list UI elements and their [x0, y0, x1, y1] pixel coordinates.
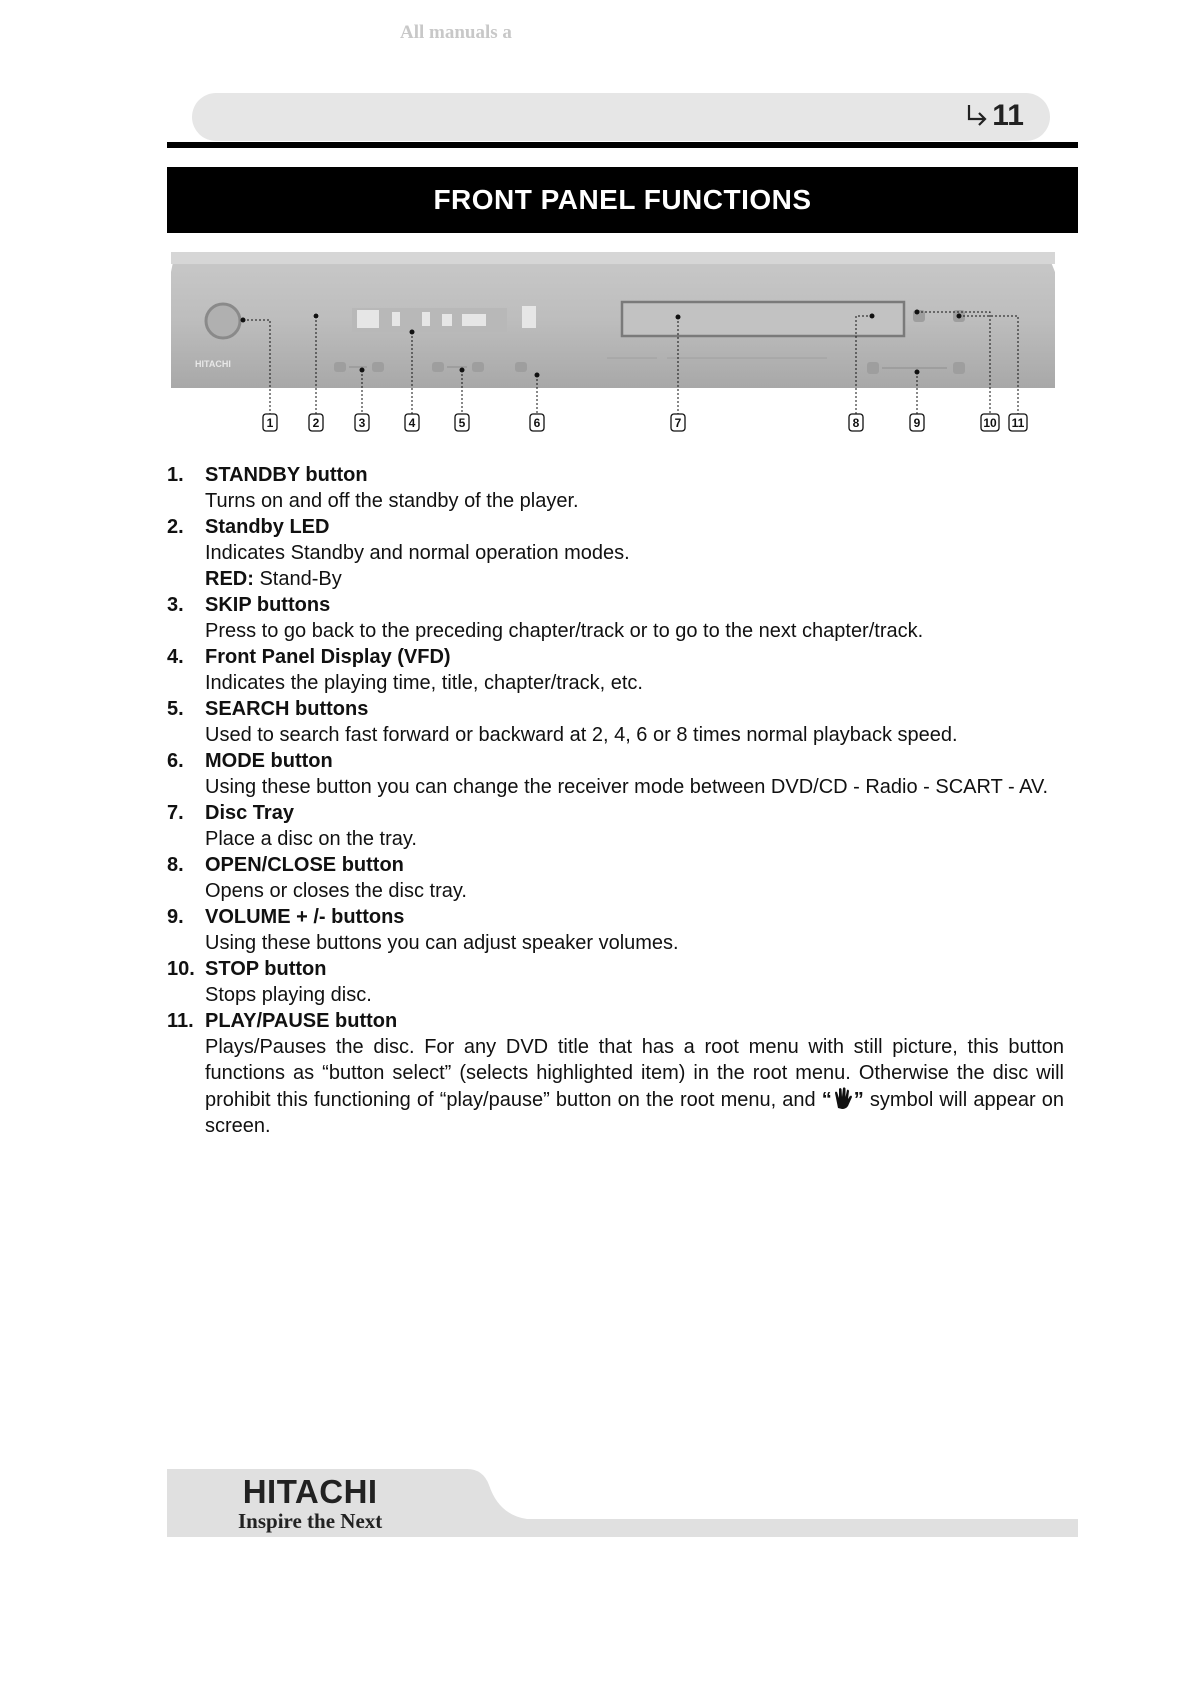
item-number: 10.	[167, 958, 195, 980]
page-header-bar	[192, 93, 1050, 141]
item-description: Using these buttons you can adjust speaker volumes.	[205, 932, 679, 954]
item-title: SEARCH buttons	[205, 698, 369, 720]
callout-label: 3	[358, 416, 366, 430]
item-title: STANDBY button	[205, 464, 368, 486]
callout-11	[1009, 414, 1027, 431]
function-list	[167, 462, 1078, 1139]
list-item	[167, 956, 1078, 1008]
item-number: 7.	[167, 802, 184, 824]
front-panel-figure	[167, 250, 1078, 450]
callout-4	[405, 414, 419, 431]
list-item	[167, 644, 1078, 696]
callout-6	[530, 414, 544, 431]
callout-label: 10	[983, 416, 997, 430]
item-description: Stops playing disc.	[205, 984, 372, 1006]
callout-label: 5	[458, 416, 466, 430]
item-title: VOLUME + /- buttons	[205, 906, 405, 928]
list-item	[167, 800, 1078, 852]
callout-2	[309, 414, 323, 431]
list-item	[167, 748, 1078, 800]
callout-8	[849, 414, 863, 431]
item-description: Indicates Standby and normal operation modes.	[205, 542, 630, 564]
brand-logo	[238, 1473, 382, 1534]
item-description	[205, 1034, 1078, 1139]
description-part-b: symbol will appear on screen.	[205, 1089, 1064, 1137]
description-part-a: Plays/Pauses the disc. For any DVD title that has a root menu with still picture, this button functions as “button select” (selects highlighted item) in the root menu. Otherwise the disc will prohibit this functioning of “play/pause” button on the root menu, and	[205, 1036, 1064, 1111]
callout-9	[910, 414, 924, 431]
item-title: OPEN/CLOSE button	[205, 854, 404, 876]
item-description: Opens or closes the disc tray.	[205, 880, 467, 902]
item-description: Using these button you can change the receiver mode between DVD/CD - Radio - SCART - AV.	[205, 776, 1049, 798]
page-number	[964, 99, 1024, 133]
callout-label: 7	[674, 416, 682, 430]
callout-5	[455, 414, 469, 431]
list-item	[167, 514, 1078, 592]
list-item	[167, 904, 1078, 956]
list-item	[167, 1008, 1078, 1139]
hand-icon	[832, 1086, 854, 1110]
led-color-note	[205, 566, 1078, 592]
section-title: FRONT PANEL FUNCTIONS	[167, 167, 1078, 233]
quote-open: “	[821, 1089, 832, 1111]
item-number: 8.	[167, 854, 184, 876]
led-color-label: RED:	[205, 568, 254, 590]
callout-label: 1	[266, 416, 274, 430]
item-description: Press to go back to the preceding chapter/track or to go to the next chapter/track.	[205, 620, 924, 642]
item-description: Indicates the playing time, title, chapter/track, etc.	[205, 672, 643, 694]
item-description: Used to search fast forward or backward at 2, 4, 6 or 8 times normal playback speed.	[205, 724, 958, 746]
callout-1	[263, 414, 277, 431]
quote-close: ”	[853, 1089, 864, 1111]
item-title: PLAY/PAUSE button	[205, 1010, 398, 1032]
callout-label: 6	[533, 416, 541, 430]
device-brand: HITACHI	[195, 359, 231, 369]
callout-label: 8	[852, 416, 860, 430]
item-number: 11.	[167, 1010, 194, 1032]
callout-label: 4	[408, 416, 416, 430]
page-number-text: 11	[992, 99, 1024, 132]
callout-10	[981, 414, 999, 431]
led-color-text: Stand-By	[253, 568, 342, 590]
item-title: SKIP buttons	[205, 594, 331, 616]
callout-7	[671, 414, 685, 431]
item-number: 2.	[167, 516, 184, 538]
callout-label: 11	[1011, 416, 1025, 430]
item-number: 3.	[167, 594, 184, 616]
header-rule	[167, 142, 1078, 148]
callout-3	[355, 414, 369, 431]
item-number: 6.	[167, 750, 184, 772]
item-title: Disc Tray	[205, 802, 294, 824]
item-number: 1.	[167, 464, 184, 486]
watermark: All manuals a	[400, 22, 512, 43]
list-item	[167, 696, 1078, 748]
item-description: Turns on and off the standby of the player.	[205, 490, 579, 512]
front-panel-illustration	[167, 250, 1078, 450]
item-description: Place a disc on the tray.	[205, 828, 417, 850]
callout-label: 2	[312, 416, 320, 430]
list-item	[167, 462, 1078, 514]
brand-slogan: Inspire the Next	[238, 1509, 383, 1533]
item-title: MODE button	[205, 750, 333, 772]
page-arrow-icon	[964, 103, 990, 129]
callout-label: 9	[913, 416, 921, 430]
item-title: Standby LED	[205, 516, 330, 538]
list-item	[167, 592, 1078, 644]
item-number: 5.	[167, 698, 184, 720]
item-number: 9.	[167, 906, 184, 928]
list-item	[167, 852, 1078, 904]
brand-name: HITACHI	[242, 1473, 378, 1510]
item-title: Front Panel Display (VFD)	[205, 646, 451, 668]
item-number: 4.	[167, 646, 184, 668]
item-title: STOP button	[205, 958, 327, 980]
